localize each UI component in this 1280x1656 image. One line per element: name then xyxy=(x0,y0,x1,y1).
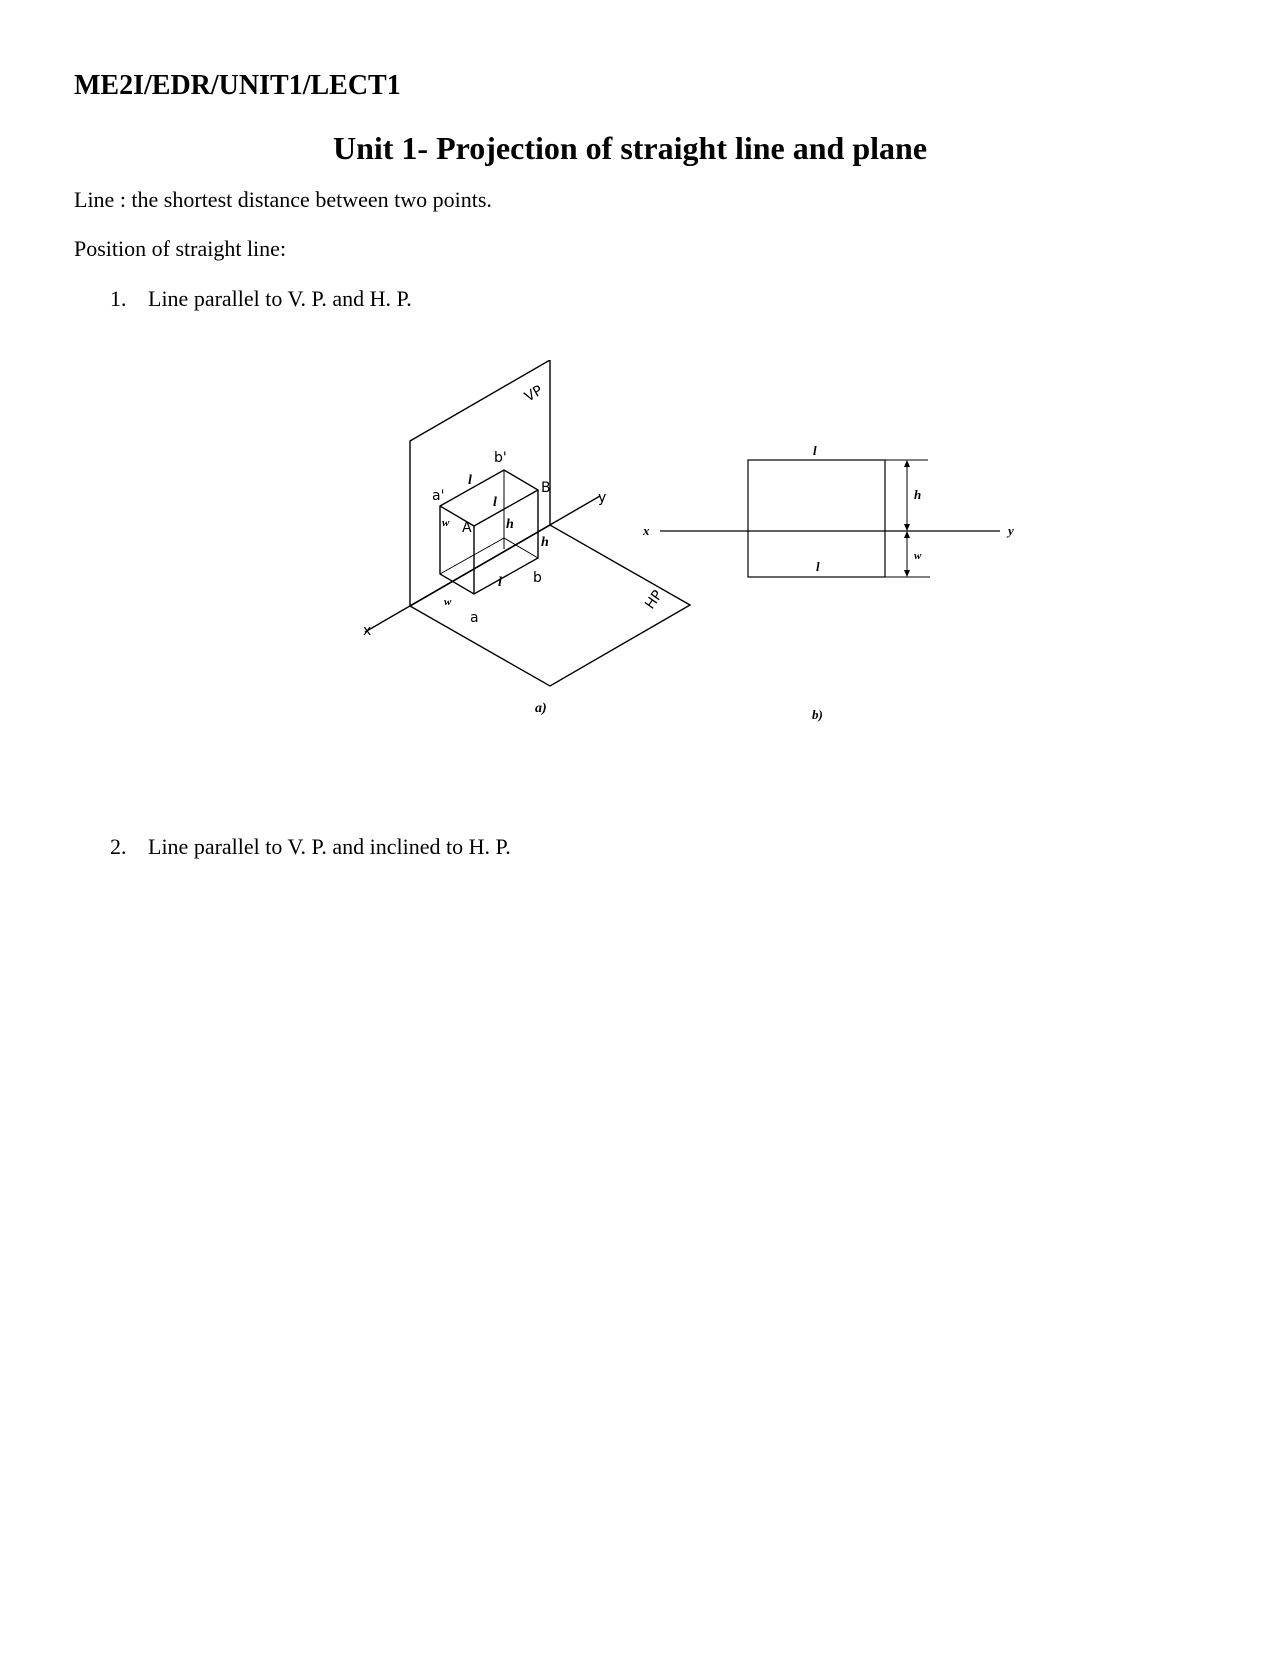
caption-a: a) xyxy=(535,701,547,716)
point-b-label: B xyxy=(541,480,551,496)
point-a-label: A xyxy=(462,520,472,536)
height-label: h xyxy=(541,535,549,550)
arrow-head xyxy=(904,460,910,467)
height-label: h xyxy=(914,487,922,502)
hp-label: HP xyxy=(642,587,667,613)
vp-label: VP xyxy=(522,382,546,406)
length-label: l xyxy=(493,495,497,510)
box-edge xyxy=(440,538,504,574)
width-label: w xyxy=(444,596,452,608)
isometric-drawing xyxy=(365,360,690,686)
document-code: ME2I/EDR/UNIT1/LECT1 xyxy=(74,70,401,101)
x-label: x xyxy=(363,623,372,639)
width-label: w xyxy=(442,517,450,529)
height-label: h xyxy=(506,517,514,532)
list-item xyxy=(110,286,412,312)
list-number: 2. xyxy=(110,834,127,859)
y-label: y xyxy=(598,490,607,506)
length-label: l xyxy=(468,473,472,488)
length-label: l xyxy=(816,559,820,574)
list-text: Line parallel to V. P. and inclined to H. P. xyxy=(148,834,511,859)
orthographic-labels xyxy=(642,443,1014,722)
projection-drawing xyxy=(0,360,1260,740)
b-label: b xyxy=(533,570,542,586)
xy-axis xyxy=(365,496,600,632)
list-item xyxy=(110,834,511,860)
x-label: x xyxy=(643,523,650,538)
width-label: w xyxy=(914,550,922,562)
length-label: l xyxy=(498,575,502,590)
arrow-head xyxy=(904,531,910,538)
a-label: a xyxy=(470,610,479,626)
page-title: Unit 1- Projection of straight line and plane xyxy=(332,130,928,166)
arrow-head xyxy=(904,524,910,531)
list-number: 1. xyxy=(110,286,127,311)
y-label: y xyxy=(1008,523,1014,538)
orthographic-drawing xyxy=(660,460,1000,577)
line-definition: Line : the shortest distance between two points. xyxy=(74,187,492,212)
projection-figure xyxy=(0,360,1260,745)
box-front-face xyxy=(440,470,538,594)
arrow-head xyxy=(904,570,910,577)
caption-b: b) xyxy=(812,707,823,722)
b-prime-label: b' xyxy=(494,450,507,466)
list-text: Line parallel to V. P. and H. P. xyxy=(148,286,412,311)
position-heading: Position of straight line: xyxy=(74,236,287,261)
length-label: l xyxy=(813,443,817,458)
a-prime-label: a' xyxy=(432,488,445,504)
